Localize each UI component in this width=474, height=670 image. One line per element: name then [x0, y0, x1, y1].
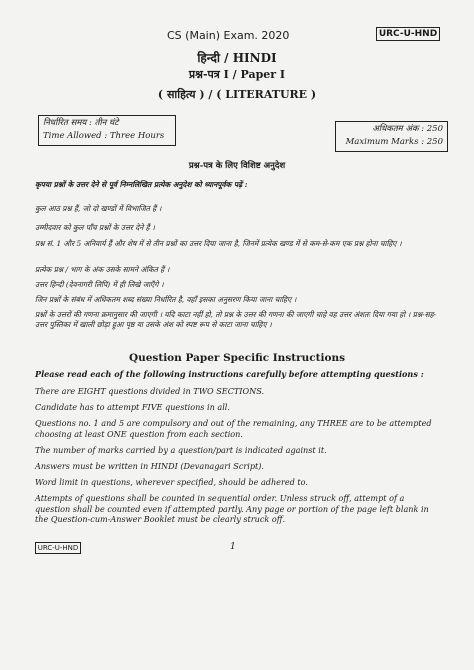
paper-code-box: URC-U-HND [376, 27, 440, 41]
hindi-lead: कृपया प्रश्नों के उत्तर देने से पूर्व निम्नलिखित प्रत्येक अनुदेश को ध्यानपूर्वक पढ़ें : [35, 180, 248, 189]
hindi-instructions-heading: प्रश्न-पत्र के लिए विशिष्ट अनुदेश [188, 161, 286, 171]
subject-title: हिन्दी / HINDI [197, 51, 277, 65]
english-item-7: Attempts of questions shall be counted in sequential order. Unless struck off, attempt of a question shall be counted even if attempted partly. Any page or portion of the page left blank in the Question-cum-Answer Booklet must be clearly struck off. [35, 493, 429, 524]
time-allowed-box [38, 115, 176, 146]
hindi-item-1: कुल आठ प्रश्न हैं, जो दो खण्डों में विभाजित हैं । [35, 204, 162, 213]
hindi-item-5: उत्तर हिन्दी (देवनागरी लिपि) में ही लिखे जाएँगे । [35, 280, 164, 289]
exam-title: CS (Main) Exam. 2020 [167, 29, 290, 42]
hindi-item-2: उम्मीदवार को कुल पाँच प्रश्नों के उत्तर देने हैं । [35, 223, 155, 232]
english-lead: Please read each of the following instructions carefully before attempting questions : [35, 369, 424, 379]
hindi-item-3: प्रश्न सं. 1 और 5 अनिवार्य हैं और शेष में से तीन प्रश्नों का उत्तर दिया जाना है, जिनमें प्रत्येक खण्ड में से कम-से-कम एक प्रश्न होना चाहिए । [35, 239, 402, 248]
english-item-1: There are EIGHT questions divided in TWO SECTIONS. [35, 386, 265, 396]
paper-title: प्रश्न-पत्र I / Paper I [188, 68, 286, 81]
marks-english: Maximum Marks : 250 [345, 137, 443, 147]
english-item-5: Answers must be written in HINDI (Devanagari Script). [35, 461, 264, 471]
english-item-6: Word limit in questions, wherever specified, should be adhered to. [35, 477, 308, 487]
hindi-item-7: प्रश्नों के उत्तरों की गणना क्रमानुसार की जाएगी । यदि काटा नहीं हो, तो प्रश्न के उत्तर की गणना की जाएगी चाहे वह उत्तर अंशतः दिया गया हो । प्रश्न-सह-उत्तर पुस्तिका में खाली छोड़ा हुआ पृष्ठ या उसके अंश को स्पष्ट रूप से काटा जाना चाहिए । [35, 310, 437, 329]
marks-hindi: अधिकतम अंक : 250 [372, 124, 443, 134]
english-item-4: The number of marks carried by a question/part is indicated against it. [35, 445, 327, 455]
english-item-3: Questions no. 1 and 5 are compulsory and out of the remaining, any THREE are to be attempted choosing at least ONE question from each section. [35, 418, 432, 439]
section-title: ( साहित्य ) / ( LITERATURE ) [157, 88, 317, 101]
page-number: 1 [230, 542, 236, 552]
english-instructions-heading: Question Paper Specific Instructions [128, 352, 346, 364]
hindi-item-4: प्रत्येक प्रश्न / भाग के अंक उसके सामने अंकित हैं । [35, 265, 170, 274]
footer-code-box: URC-U-HND [35, 542, 81, 554]
time-english: Time Allowed : Three Hours [43, 131, 165, 141]
max-marks-box [335, 121, 448, 152]
time-hindi: निर्धारित समय : तीन घंटे [43, 118, 119, 128]
english-item-2: Candidate has to attempt FIVE questions in all. [35, 402, 230, 412]
hindi-item-6: जिन प्रश्नों के संबंध में अधिकतम शब्द संख्या निर्धारित है, वहाँ इसका अनुसरण किया जाना चाहिए । [35, 295, 297, 304]
